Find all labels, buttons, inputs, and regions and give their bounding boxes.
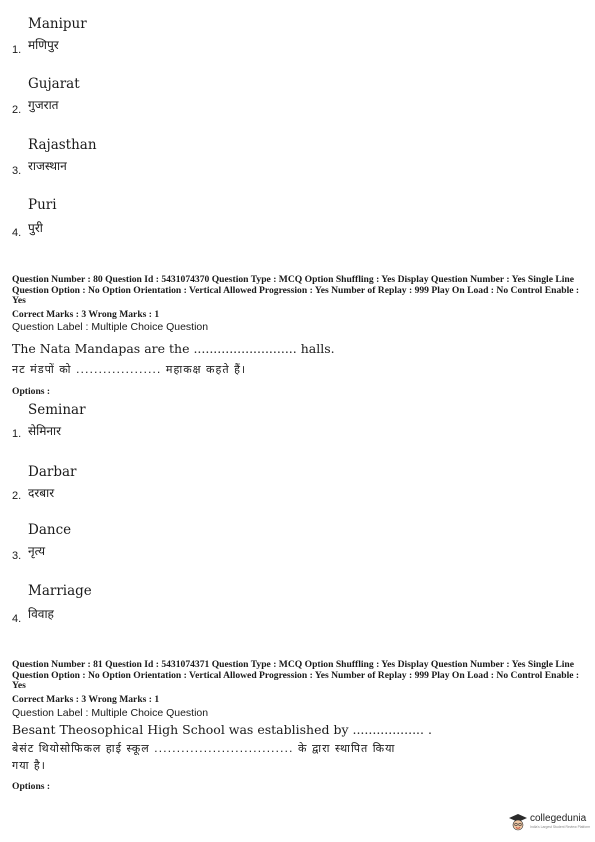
option-hindi: गुजरात	[28, 98, 59, 112]
option-hindi: पुरी	[28, 221, 43, 235]
graduation-cap-mascot-icon	[508, 812, 528, 832]
marks-line: Correct Marks : 3 Wrong Marks : 1	[12, 309, 160, 320]
option-number: 2.	[12, 104, 22, 116]
option-english: Dance	[28, 522, 72, 538]
options-label: Options :	[12, 386, 51, 397]
option-number: 4.	[12, 613, 22, 625]
option-number: 1.	[12, 44, 22, 56]
brand-tagline: India's Largest Student Review Platform	[530, 825, 591, 829]
question-label: Question Label : Multiple Choice Question	[12, 321, 209, 333]
option-english: Manipur	[28, 16, 87, 32]
marks-line: Correct Marks : 3 Wrong Marks : 1	[12, 694, 160, 705]
option-english: Gujarat	[28, 76, 80, 92]
question-text-hindi: नट मंडपों को ................... महाकक्ष कहते हैं।	[12, 363, 247, 376]
option-hindi: मणिपुर	[28, 38, 59, 52]
option-hindi: विवाह	[28, 607, 54, 621]
option-english: Puri	[28, 197, 57, 213]
question-text-hindi-continued: गया है।	[12, 759, 46, 772]
option-hindi: राजस्थान	[28, 159, 67, 173]
option-english: Marriage	[28, 583, 92, 599]
option-hindi: नृत्य	[28, 544, 46, 558]
option-english: Seminar	[28, 402, 86, 418]
question-meta: Question Number : 81 Question Id : 5431074371 Question Type : MCQ Option Shuffling : Yes Display Question Number : Yes Single Line Question Option : No Option Orientation : Vertical Allowed Progression : Yes Number of Replay : 999 Play On Load : No Control Enable : Yes	[12, 659, 580, 691]
option-english: Darbar	[28, 464, 77, 480]
option-number: 3.	[12, 550, 22, 562]
question-text-hindi: बेसंट थियोसोफिकल हाई स्कूल ............................... के द्वारा स्थापित किया	[12, 742, 396, 755]
options-label: Options :	[12, 781, 51, 792]
option-english: Rajasthan	[28, 137, 97, 153]
option-hindi: सेमिनार	[28, 424, 62, 438]
question-meta: Question Number : 80 Question Id : 5431074370 Question Type : MCQ Option Shuffling : Yes Display Question Number : Yes Single Line Question Option : No Option Orientation : Vertical Allowed Progression : Yes Number of Replay : 999 Play On Load : No Control Enable : Yes	[12, 274, 580, 306]
option-number: 4.	[12, 227, 22, 239]
question-text-english: Besant Theosophical High School was established by .................. .	[12, 722, 432, 737]
option-hindi: दरबार	[28, 486, 55, 500]
option-number: 2.	[12, 490, 22, 502]
question-label: Question Label : Multiple Choice Question	[12, 707, 209, 719]
option-number: 1.	[12, 428, 22, 440]
collegedunia-watermark	[508, 810, 594, 834]
brand-name: collegedunia	[530, 813, 587, 824]
option-number: 3.	[12, 165, 22, 177]
question-text-english: The Nata Mandapas are the .......................... halls.	[12, 341, 335, 356]
